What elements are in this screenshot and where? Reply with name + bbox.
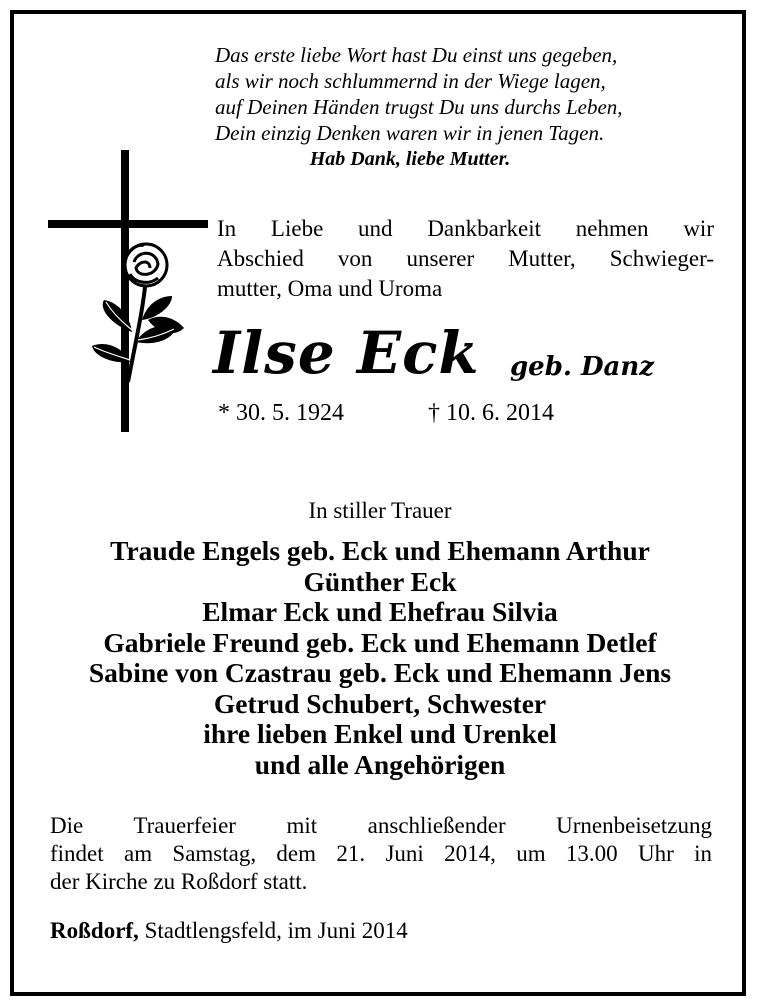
poem-line: Das erste liebe Wort hast Du einst uns gegeben, [215,43,618,67]
intro-line: Abschied von unserer Mutter, Schwieger- [217,246,714,271]
mourning-heading: In stiller Trauer [308,498,452,523]
intro-text [217,214,714,304]
place-date [50,918,408,944]
family-member: Traude Engels geb. Eck und Ehemann Arthur [110,535,650,566]
service-line: Die Trauerfeier mit anschließender Urnenbeisetzung [50,813,712,838]
family-member: und alle Angehörigen [254,748,506,780]
intro-line: mutter, Oma und Uroma [217,276,443,301]
place-bold: Roßdorf, [50,918,139,943]
family-member: ihre lieben Enkel und Urenkel [203,718,557,749]
family-list [0,536,760,780]
poem-line: Dein einzig Denken waren wir in jenen Tagen. [215,121,605,145]
deceased-name: Ilse Eck [213,319,480,387]
cross-with-rose-icon [48,150,208,440]
maiden-name: geb. Danz [510,352,655,382]
birth-date: * 30. 5. 1924 [218,400,344,426]
family-member: Elmar Eck und Ehefrau Silvia [202,596,558,627]
death-date: † 10. 6. 2014 [428,400,554,426]
family-member: Getrud Schubert, Schwester [213,687,547,719]
place-rest: Stadtlengsfeld, im Juni 2014 [144,918,408,943]
family-member: Günther Eck [303,565,457,597]
service-line: der Kirche zu Roßdorf statt. [50,869,308,894]
poem-thanks: Hab Dank, liebe Mutter. [309,148,511,170]
service-line: findet am Samstag, dem 21. Juni 2014, um 13.00 Uhr in [50,841,712,866]
family-member: Sabine von Czastrau geb. Eck und Ehemann Jens [88,657,672,688]
poem-line: als wir noch schlummernd in der Wiege lagen, [215,69,606,93]
poem [215,42,715,172]
service-info [50,812,712,896]
family-member: Gabriele Freund geb. Eck und Ehemann Detlef [103,626,657,658]
poem-line: auf Deinen Händen trugst Du uns durchs Leben, [215,95,623,119]
intro-line: In Liebe und Dankbarkeit nehmen wir [217,216,714,241]
